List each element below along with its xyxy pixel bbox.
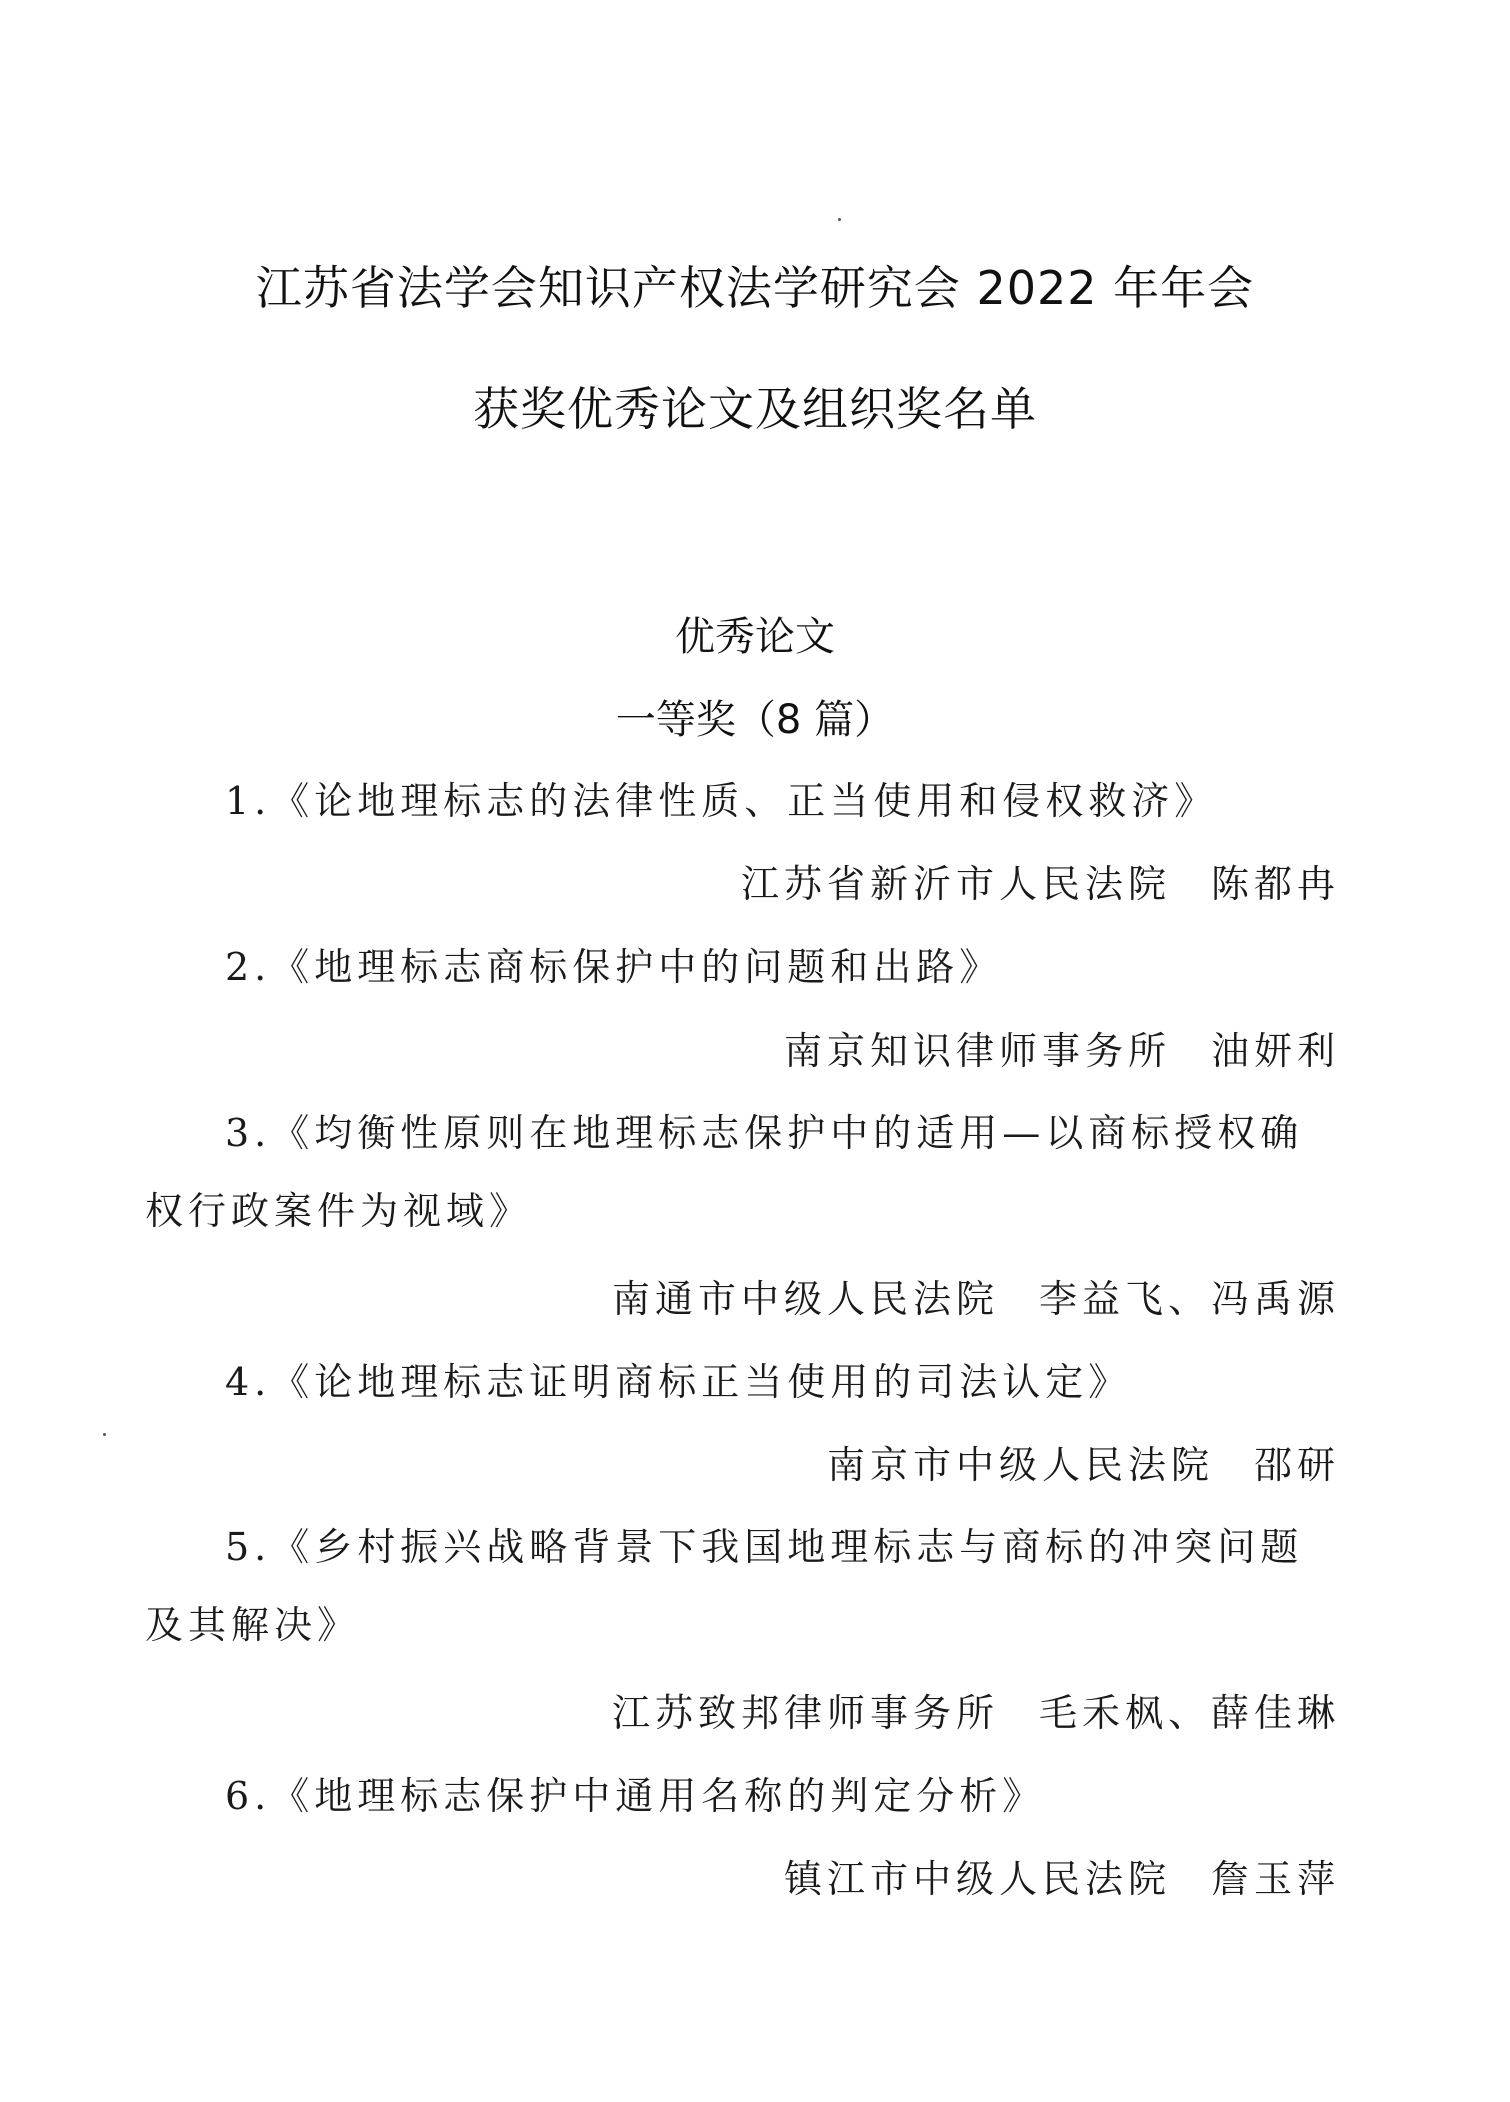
paper-author-line bbox=[612, 1268, 1340, 1323]
scan-speck bbox=[103, 1433, 106, 1436]
paper-title: 3.《均衡性原则在地理标志保护中的适用—以商标授权确权行政案件为视域》 bbox=[145, 1111, 1304, 1233]
paper-authors: 李益飞、冯禹源 bbox=[1038, 1277, 1340, 1321]
section-heading: 优秀论文 bbox=[675, 614, 835, 660]
paper-organization: 江苏省新沂市人民法院 bbox=[740, 862, 1171, 906]
paper-title: 6.《地理标志保护中通用名称的判定分析》 bbox=[225, 1774, 1046, 1818]
paper-author-line bbox=[612, 1682, 1340, 1737]
paper-organization: 南京市中级人民法院 bbox=[826, 1443, 1214, 1487]
paper-author-line bbox=[827, 1434, 1340, 1489]
document-title-line-1: 江苏省法学会知识产权法学研究会 2022 年年会 bbox=[255, 261, 1255, 315]
paper-authors: 毛禾枫、薛佳琳 bbox=[1038, 1691, 1340, 1735]
paper-author-line bbox=[741, 853, 1340, 908]
paper-authors: 邵研 bbox=[1253, 1443, 1340, 1487]
paper-authors: 詹玉萍 bbox=[1210, 1857, 1340, 1901]
document-title-line-2: 获奖优秀论文及组织奖名单 bbox=[473, 382, 1037, 436]
paper-title: 2.《地理标志商标保护中的问题和出路》 bbox=[225, 945, 1003, 989]
paper-organization: 江苏致邦律师事务所 bbox=[611, 1691, 999, 1735]
paper-authors: 陈都冉 bbox=[1210, 862, 1340, 906]
paper-title: 5.《乡村振兴战略背景下我国地理标志与商标的冲突问题及其解决》 bbox=[145, 1525, 1304, 1647]
paper-author-line bbox=[784, 1848, 1340, 1903]
paper-organization: 镇江市中级人民法院 bbox=[783, 1857, 1171, 1901]
award-heading: 一等奖（8 篇） bbox=[615, 697, 895, 743]
paper-title: 1.《论地理标志的法律性质、正当使用和侵权救济》 bbox=[225, 779, 1218, 823]
paper-author-line bbox=[784, 1020, 1340, 1075]
scan-speck bbox=[838, 218, 841, 221]
paper-title: 4.《论地理标志证明商标正当使用的司法认定》 bbox=[225, 1360, 1132, 1404]
paper-authors: 油妍利 bbox=[1210, 1029, 1340, 1073]
paper-organization: 南通市中级人民法院 bbox=[611, 1277, 999, 1321]
paper-organization: 南京知识律师事务所 bbox=[783, 1029, 1171, 1073]
